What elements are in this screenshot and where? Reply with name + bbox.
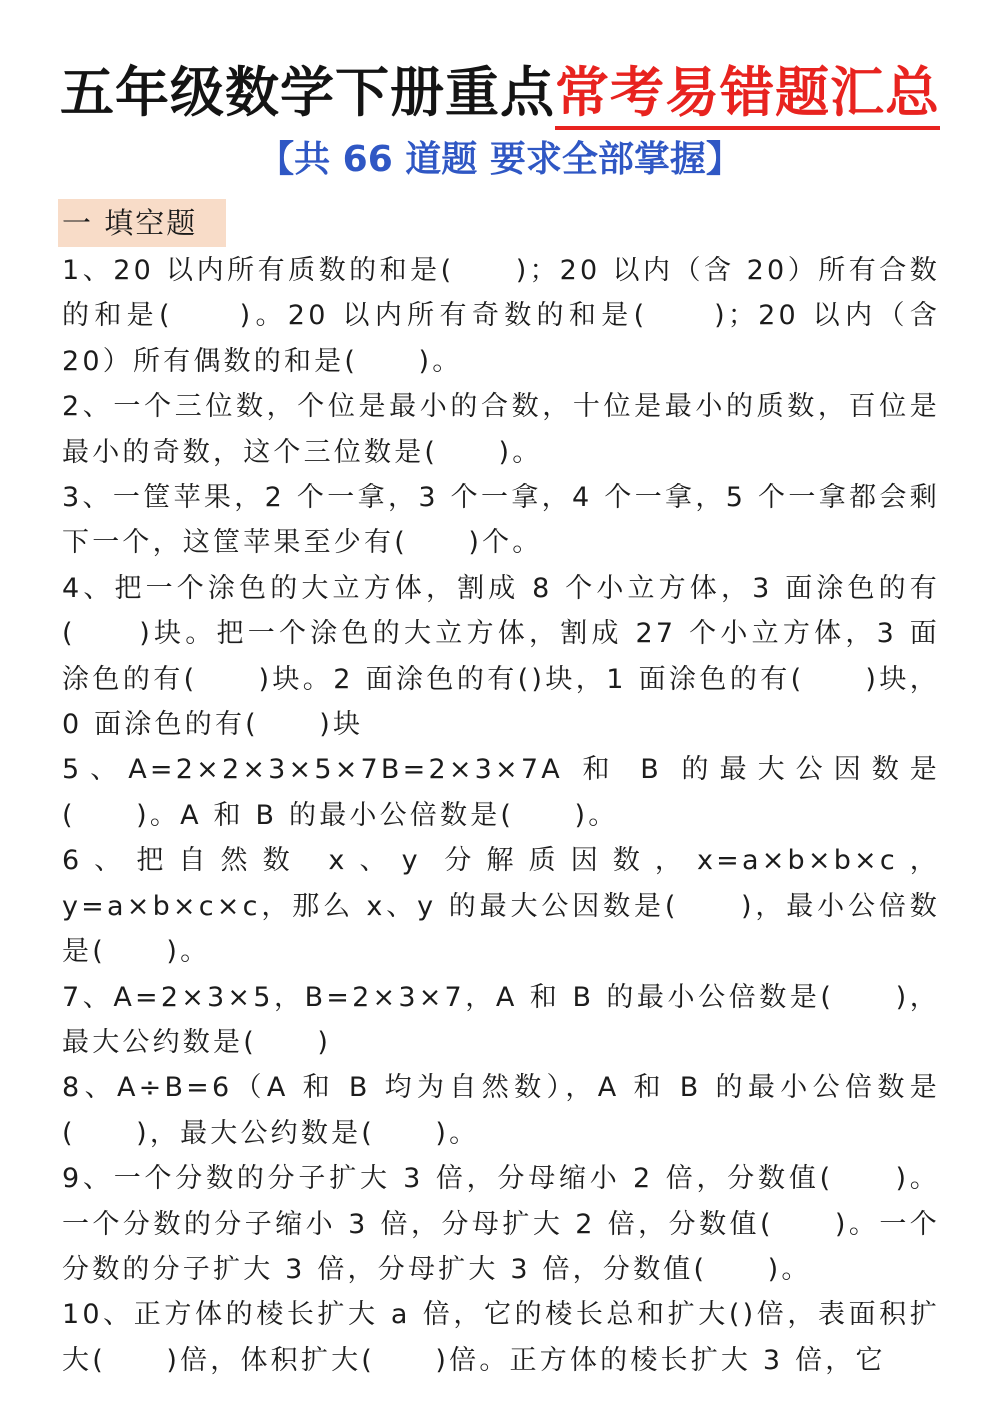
question-5: 5、A=2×2×3×5×7B=2×3×7A 和 B 的最大公因数是( )。A 和 B 的最小公倍数是( )。 [62,754,940,831]
question-2: 2、一个三位数，个位是最小的合数，十位是最小的质数，百位是最小的奇数，这个三位数是( )。 [62,391,940,468]
question-9: 9、一个分数的分子扩大 3 倍，分母缩小 2 倍，分数值( )。一个分数的分子缩小 3 倍，分母扩大 2 倍，分数值( )。一个分数的分子扩大 3 倍，分母扩大 3 倍，分数值( )。 [62,1163,940,1285]
question-4: 4、把一个涂色的大立方体，割成 8 个小立方体，3 面涂色的有( )块。把一个涂色的大立方体，割成 27 个小立方体，3 面涂色的有( )块。2 面涂色的有()块，1 面涂色的有( )块，0 面涂色的有( )块 [62,572,940,741]
section-heading-fill-blank: 一 填空题 [58,199,226,247]
question-10: 10、正方体的棱长扩大 a 倍，它的棱长总和扩大()倍，表面积扩大( )倍，体积扩大( )倍。正方体的棱长扩大 3 倍，它 [62,1299,940,1376]
question-list [62,248,952,1383]
question-1: 1、20 以内所有质数的和是( )；20 以内（含 20）所有合数的和是( )。20 以内所有奇数的和是( )；20 以内（含 20）所有偶数的和是( )。 [62,255,952,377]
question-3: 3、一筐苹果，2 个一拿，3 个一拿，4 个一拿，5 个一拿都会剩下一个，这筐苹果至少有( )个。 [62,482,940,559]
title-highlight: 常考易错题汇总 [555,61,940,130]
title-main: 五年级数学下册重点 [60,61,555,124]
question-7: 7、A=2×3×5，B=2×3×7，A 和 B 的最小公倍数是( )，最大公约数是( ) [62,981,940,1058]
page-subtitle: 【共 66 道题 要求全部掌握】 [258,139,742,180]
page-title [0,58,1000,128]
question-8: 8、A÷B=6（A 和 B 均为自然数），A 和 B 的最小公倍数是( )，最大公约数是( )。 [62,1072,940,1149]
question-6: 6、把自然数 x、y 分解质因数，x=a×b×b×c，y=a×b×c×c，那么 x、y 的最大公因数是( )，最小公倍数是( )。 [62,845,940,968]
